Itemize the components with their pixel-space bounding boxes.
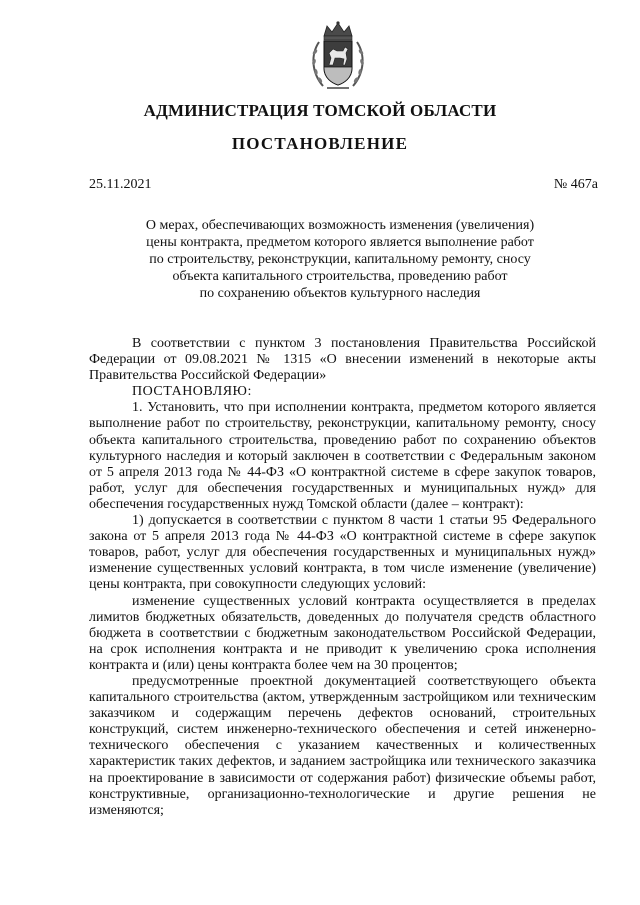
- body-paragraph: 1) допускается в соответствии с пунктом 8 части 1 статьи 95 Федерального закона от 5 апреля 2013 года № 44-ФЗ «О контрактной системе в сфере закупок товаров, работ, услуг для обеспечения государственных и муниципальных нужд» изменение существенных условий контракта, в том числе изменение (увеличение) цены контракта, при совокупности следующих условий:: [89, 513, 596, 593]
- document-date: 25.11.2021: [89, 177, 152, 192]
- body-paragraph: изменение существенных условий контракта осуществляется в пределах лимитов бюджетных обязательств, доведенных до получателя средств областного бюджета в соответствии с бюджетным законодательством Российской Федерации, на срок исполнения контракта и не приводит к увеличению срока исполнения контракта и (или) цены контракта более чем на 30 процентов;: [89, 593, 596, 673]
- document-type: ПОСТАНОВЛЕНИЕ: [231, 134, 409, 153]
- document-number: № 467а: [553, 177, 598, 192]
- tomsk-coat-of-arms-icon: [307, 20, 369, 92]
- title-line: цены контракта, предметом которого является выполнение работ: [146, 235, 534, 250]
- document-title: [120, 217, 560, 302]
- title-line: объекта капитального строительства, проведению работ: [172, 269, 508, 284]
- body-paragraph: 1. Установить, что при исполнении контракта, предметом которого является выполнение работ по строительству, реконструкции, капитальному ремонту, сносу объекта капитального строительства, проведению работ по сохранению объектов культурного наследия и который заключен в соответствии с Федеральным законом от 5 апреля 2013 года № 44-ФЗ «О контрактной системе в сфере закупок товаров, работ, услуг для обеспечения государственных и муниципальных нужд» для обеспечения государственных нужд Томской области (далее – контракт):: [89, 400, 596, 512]
- preamble-paragraph: В соответствии с пунктом 3 постановления Правительства Российской Федерации от 09.08.2021 № 1315 «О внесении изменений в некоторые акты Правительства Российской Федерации»: [89, 336, 596, 384]
- title-line: О мерах, обеспечивающих возможность изменения (увеличения): [145, 218, 535, 233]
- body-paragraph: предусмотренные проектной документацией соответствующего объекта капитального строительства (актом, утвержденным застройщиком или техническим заказчиком и содержащим перечень дефектов оснований, строительных конструкций, систем инженерно-технического обеспечения и сетей инженерно-технического обеспечения с указанием качественных и количественных характеристик таких дефектов, и заданием застройщика или технического заказчика на проектирование в зависимости от содержания работ) физические объемы работ, конструктивные, организационно-технологические и другие решения не изменяются;: [89, 673, 596, 818]
- organization-name: АДМИНИСТРАЦИЯ ТОМСКОЙ ОБЛАСТИ: [143, 101, 497, 120]
- title-line: по сохранению объектов культурного наследия: [199, 286, 481, 301]
- title-line: по строительству, реконструкции, капитальному ремонту, сносу: [149, 252, 531, 267]
- decree-word: ПОСТАНОВЛЯЮ:: [132, 384, 252, 400]
- document-body: [89, 336, 596, 819]
